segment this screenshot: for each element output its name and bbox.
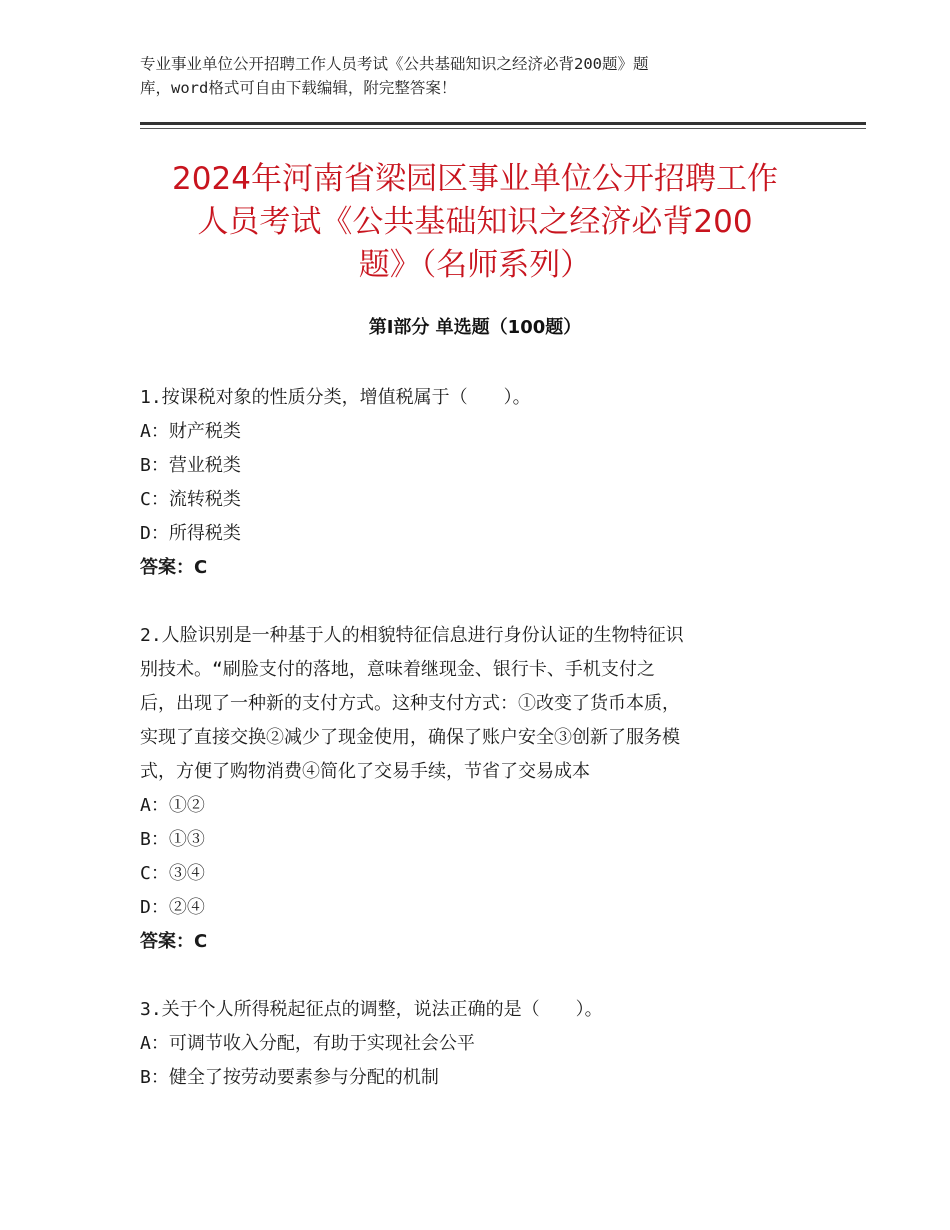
- header-divider-thick: [140, 122, 866, 125]
- option-c: C：流转税类: [140, 489, 241, 510]
- option-b: B：健全了按劳动要素参与分配的机制: [140, 1067, 439, 1088]
- question-stem: 后，出现了一种新的支付方式。这种支付方式：①改变了货币本质，: [140, 693, 680, 714]
- question-list: [140, 381, 830, 1129]
- option-a: A：财产税类: [140, 421, 241, 442]
- question-stem: 1.按课税对象的性质分类，增值税属于（ ）。: [140, 387, 531, 408]
- option-d: D：所得税类: [140, 523, 241, 544]
- answer: 答案：C: [140, 557, 208, 578]
- title-line: 2024年河南省梁园区事业单位公开招聘工作: [172, 161, 778, 197]
- title-line: 人员考试《公共基础知识之经济必背200: [197, 204, 753, 240]
- question-1: [140, 381, 830, 585]
- question-stem: 2.人脸识别是一种基于人的相貌特征信息进行身份认证的生物特征识: [140, 625, 684, 646]
- document-title: [60, 158, 890, 287]
- option-c: C：③④: [140, 863, 205, 884]
- question-2: [140, 619, 830, 959]
- section-title: 第Ⅰ部分 单选题（100题）: [368, 317, 582, 338]
- question-3: [140, 993, 830, 1095]
- title-line: 题》（名师系列）: [358, 247, 592, 283]
- answer: 答案：C: [140, 931, 208, 952]
- header-note-line: 库，word格式可自由下载编辑，附完整答案！: [140, 79, 457, 97]
- option-b: B：①③: [140, 829, 205, 850]
- question-stem: 式，方便了购物消费④简化了交易手续，节省了交易成本: [140, 761, 590, 782]
- option-b: B：营业税类: [140, 455, 241, 476]
- header-divider-thin: [140, 128, 866, 129]
- option-a: A：可调节收入分配，有助于实现社会公平: [140, 1033, 475, 1054]
- question-stem: 实现了直接交换②减少了现金使用，确保了账户安全③创新了服务模: [140, 727, 680, 748]
- option-a: A：①②: [140, 795, 205, 816]
- header-note: [140, 52, 800, 100]
- header-note-line: 专业事业单位公开招聘工作人员考试《公共基础知识之经济必背200题》题: [140, 55, 649, 73]
- option-d: D：②④: [140, 897, 205, 918]
- question-stem: 别技术。“刷脸支付的落地，意味着继现金、银行卡、手机支付之: [140, 659, 655, 680]
- question-stem: 3.关于个人所得税起征点的调整，说法正确的是（ ）。: [140, 999, 603, 1020]
